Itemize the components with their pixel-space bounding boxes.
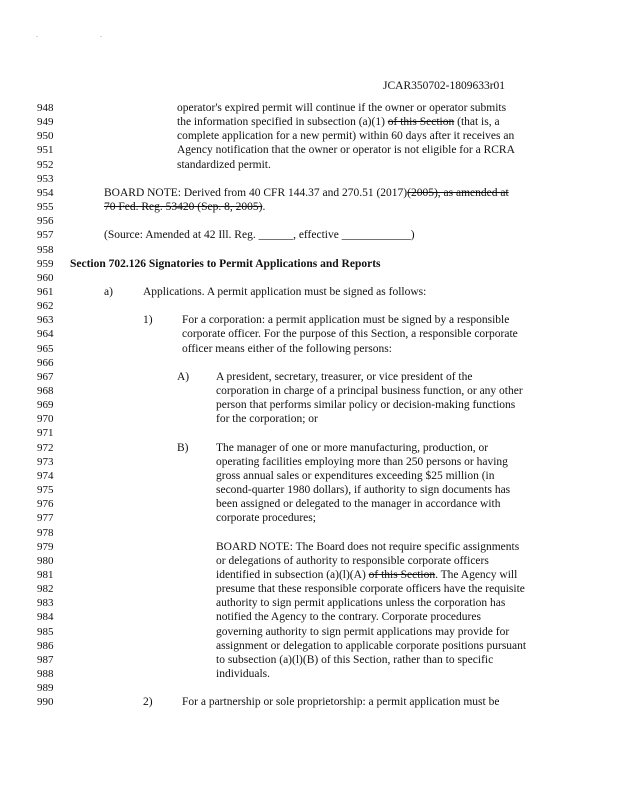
- document-line: [0, 483, 618, 497]
- text-run: the information specified in subsection (a)(1): [177, 116, 388, 129]
- list-marker: a): [104, 285, 113, 298]
- text-run: assignment or delegation to applicable corporate positions pursuant: [216, 639, 527, 652]
- line-number: 986: [37, 639, 54, 652]
- line-number: 951: [37, 144, 54, 157]
- line-number: 975: [37, 484, 54, 497]
- document-line: [0, 356, 618, 370]
- list-marker: 1): [143, 314, 153, 327]
- line-number: 985: [37, 625, 54, 638]
- corner-marks: . .: [36, 30, 132, 39]
- document-line: [0, 455, 618, 469]
- document-line: [0, 596, 618, 610]
- line-text: [216, 455, 508, 469]
- text-run: to subsection (a)(l)(B) of this Section, rather than to specific: [216, 653, 494, 666]
- text-run: or delegations of authority to responsible corporate officers: [216, 554, 489, 567]
- text-run: For a corporation: a permit application must be signed by a responsible: [182, 314, 510, 327]
- text-run: person that performs similar policy or decision-making functions: [216, 399, 516, 412]
- line-text: [216, 667, 270, 681]
- line-text: [216, 554, 489, 568]
- text-run: officer means either of the following persons:: [182, 342, 392, 355]
- line-number: 972: [37, 441, 54, 454]
- text-run: standardized permit.: [177, 158, 271, 171]
- line-text: [177, 101, 506, 115]
- list-marker: 2): [143, 696, 153, 709]
- text-run: identified in subsection (a)(l)(A): [216, 568, 369, 581]
- list-marker: B): [177, 441, 189, 454]
- text-run: complete application for a new permit) within 60 days after it receives an: [177, 130, 515, 143]
- line-number: 955: [37, 201, 54, 214]
- document-line: [0, 243, 618, 257]
- line-number: 982: [37, 583, 54, 596]
- text-run: notified the Agency to the contrary. Corporate procedures: [216, 611, 481, 624]
- line-number: 987: [37, 653, 54, 666]
- line-number: 962: [37, 300, 54, 313]
- document-line: [0, 582, 618, 596]
- line-number: 978: [37, 526, 54, 539]
- text-run: for the corporation; or: [216, 413, 318, 426]
- document-line: [0, 228, 618, 242]
- text-run: governing authority to sign permit applications may provide for: [216, 625, 510, 638]
- text-run: corporate officer. For the purpose of this Section, a responsible corporate: [182, 328, 518, 341]
- line-text: [177, 143, 515, 157]
- line-number: 961: [37, 285, 54, 298]
- line-number: 983: [37, 597, 54, 610]
- text-run: (that is, a: [454, 116, 500, 129]
- text-run: The manager of one or more manufacturing, production, or: [216, 441, 489, 454]
- document-id-header: JCAR350702-1809633r01: [383, 80, 506, 92]
- document-line: [0, 554, 618, 568]
- line-text: [216, 511, 316, 525]
- line-text: [216, 370, 472, 384]
- document-line: [0, 271, 618, 285]
- document-line: [0, 667, 618, 681]
- text-run: Applications. A permit application must be signed as follows:: [143, 285, 427, 298]
- struck-text: of this Section: [368, 568, 436, 581]
- document-line: [0, 398, 618, 412]
- line-number: 971: [37, 427, 54, 440]
- line-number: 965: [37, 342, 54, 355]
- line-text: [104, 200, 265, 214]
- line-number: 953: [37, 172, 54, 185]
- document-line: [0, 412, 618, 426]
- line-text: [182, 695, 499, 709]
- document-line: [0, 200, 618, 214]
- struck-text: (2005), as amended at: [407, 186, 509, 199]
- struck-text: of this Section: [387, 116, 455, 129]
- document-line: [0, 342, 618, 356]
- line-text: [216, 412, 318, 426]
- document-line: [0, 327, 618, 341]
- line-number: 968: [37, 385, 54, 397]
- text-run: operating facilities employing more than 250 persons or having: [216, 455, 508, 468]
- line-number: 958: [37, 243, 54, 256]
- text-run: second-quarter 1980 dollars), if authority to sign documents has: [216, 484, 511, 497]
- text-run: BOARD NOTE: The Board does not require specific assignments: [216, 540, 520, 553]
- line-text: [182, 327, 518, 341]
- line-text: [216, 540, 519, 554]
- text-run: presume that these responsible corporate officers have the requisite: [216, 583, 525, 596]
- line-number: 954: [37, 186, 54, 199]
- line-number: 990: [37, 696, 54, 709]
- text-run: gross annual sales or expenditures exceeding $25 million (in: [216, 469, 495, 482]
- line-text: [216, 483, 510, 497]
- line-text: [182, 342, 392, 356]
- line-number: 960: [37, 271, 54, 284]
- line-text: [216, 653, 493, 667]
- line-text: [182, 313, 509, 327]
- document-line: [0, 214, 618, 228]
- line-text: [216, 497, 501, 511]
- line-text: [216, 582, 525, 596]
- document-line: [0, 568, 618, 582]
- document-line: [0, 639, 618, 653]
- text-run: A president, secretary, treasurer, or vice president of the: [216, 370, 473, 383]
- line-text: [216, 469, 495, 483]
- document-line: [0, 540, 618, 554]
- document-line: [0, 384, 618, 398]
- list-marker: A): [177, 370, 190, 383]
- document-line: [0, 115, 618, 129]
- document-line: [0, 257, 618, 271]
- text-run: corporate procedures;: [216, 512, 316, 525]
- line-number: 956: [37, 215, 54, 228]
- document-line: [0, 285, 618, 299]
- line-number: 959: [37, 257, 54, 270]
- document-line: [0, 625, 618, 639]
- line-text: [216, 384, 523, 398]
- line-number: 957: [37, 229, 54, 242]
- line-text: [216, 398, 515, 412]
- text-run: corporation in charge of a principal business function, or any other: [216, 385, 523, 397]
- text-run: been assigned or delegated to the manager in accordance with: [216, 498, 501, 511]
- text-run: Section 702.126 Signatories to Permit Applications and Reports: [70, 257, 381, 270]
- document-line: [0, 610, 618, 624]
- line-text: [177, 129, 514, 143]
- line-text: [216, 568, 517, 582]
- text-run: .: [262, 201, 266, 214]
- line-number: 980: [37, 554, 54, 567]
- line-number: 989: [37, 682, 54, 695]
- document-line: [0, 426, 618, 440]
- line-text: [143, 285, 426, 299]
- text-run: individuals.: [216, 668, 270, 680]
- line-number: 969: [37, 399, 54, 412]
- line-number: 964: [37, 328, 54, 341]
- line-text: [104, 186, 509, 200]
- document-line: [0, 695, 618, 709]
- document-line: [0, 681, 618, 695]
- document-line: [0, 186, 618, 200]
- line-text: [216, 610, 481, 624]
- line-number: 949: [37, 116, 54, 129]
- document-line: [0, 172, 618, 186]
- line-number: 981: [37, 568, 54, 581]
- text-run: BOARD NOTE: Derived from 40 CFR 144.37 and 270.51 (2017): [104, 186, 408, 199]
- document-line: [0, 313, 618, 327]
- line-text: [216, 625, 509, 639]
- line-number: 950: [37, 130, 54, 143]
- line-number: 967: [37, 370, 54, 383]
- document-line: [0, 129, 618, 143]
- line-number: 970: [37, 413, 54, 426]
- document-line: [0, 526, 618, 540]
- line-number: 963: [37, 314, 54, 327]
- document-line: [0, 158, 618, 172]
- line-number: 984: [37, 611, 54, 624]
- document-line: [0, 653, 618, 667]
- document-line: [0, 143, 618, 157]
- text-run: Agency notification that the owner or operator is not eligible for a RCRA: [177, 144, 515, 157]
- line-number: 973: [37, 455, 54, 468]
- document-line: [0, 497, 618, 511]
- line-text: [70, 257, 381, 271]
- document-line: [0, 469, 618, 483]
- line-text: [177, 115, 500, 129]
- document-line: [0, 441, 618, 455]
- document-line: [0, 299, 618, 313]
- text-run: . The Agency will: [435, 568, 518, 581]
- text-run: For a partnership or sole proprietorship: a permit application must be: [182, 696, 500, 709]
- line-text: [104, 228, 415, 242]
- struck-text: 70 Fed. Reg. 53420 (Sep. 8, 2005): [104, 201, 263, 214]
- text-run: (Source: Amended at 42 Ill. Reg. ______, effective ____________): [104, 229, 415, 242]
- line-text: [177, 158, 271, 172]
- document-line: [0, 101, 618, 115]
- line-number: 948: [37, 102, 54, 114]
- text-run: authority to sign permit applications unless the corporation has: [216, 597, 506, 610]
- line-number: 976: [37, 498, 54, 511]
- document-line: [0, 511, 618, 525]
- line-text: [216, 639, 526, 653]
- line-number: 966: [37, 356, 54, 369]
- line-number: 979: [37, 540, 54, 553]
- line-number: 952: [37, 158, 54, 171]
- document-line: [0, 370, 618, 384]
- line-number: 977: [37, 512, 54, 525]
- text-run: operator's expired permit will continue if the owner or operator submits: [177, 102, 507, 114]
- line-text: [216, 441, 488, 455]
- line-number: 988: [37, 668, 54, 680]
- line-text: [216, 596, 505, 610]
- line-number: 974: [37, 469, 54, 482]
